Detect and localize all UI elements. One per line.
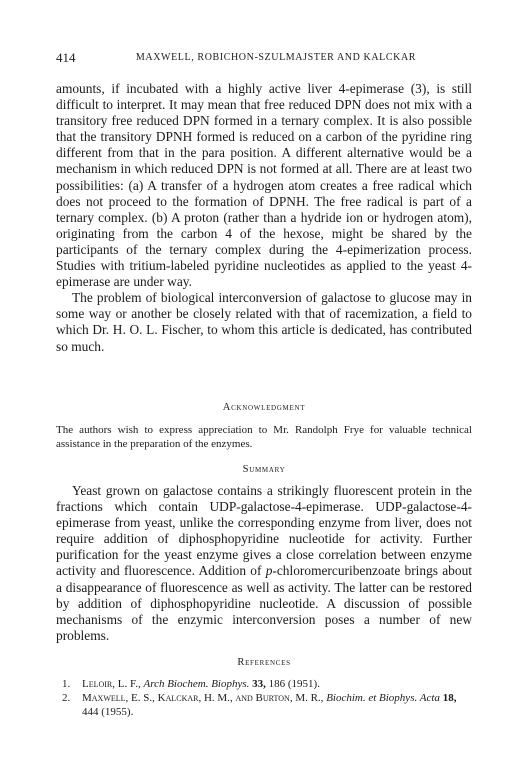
body-paragraph-1: amounts, if incubated with a highly active liver 4-epimerase (3), is still difficult to interpret. It may mean that free reduced DPN does not mix with a transitory free reduced DPN formed in a ternary complex. It is also possible that the transitory DPNH formed is reduced on a carbon of the pyridine ring different from that in the para position. A different alternative would be a mechanism in which reduced DPN is not formed at all. There are at least two possibilities: (a) A transfer of a hydrogen atom creates a free radical which does not proceed to the formation of DPNH. The free radical is part of a ternary complex. (b) A proton (rather than a hydride ion or hydrogen atom), originating from the carbon 4 of the hexose, might be shared by the participants of the ternary complex during the 4-epimerization process. Studies with tritium-labeled pyridine nucleotides as applied to the yeast 4-epimerase are under way. <box>56 81 472 290</box>
reference-authors-2: Burton, M. R., <box>255 692 324 704</box>
references-list <box>56 677 472 719</box>
summary-part-1: Yeast grown on galactose contains a strikingly fluorescent protein in the fractions which contain UDP-galactose-4-epimerase. UDP-galactose-4-epimerase from yeast, unlike the corresponding enzyme from liver, does not require addition of diphosphopyridine nucleotide for activity. Further purification for the yeast enzyme gives a close correlation between enzyme activity and fluorescence. Addition of <box>56 483 472 579</box>
acknowledgment-heading: Acknowledgment <box>222 402 306 413</box>
summary-part-2: -chloromercuribenzoate brings about a disappearance of fluorescence as well as activity. The latter can be restored by addition of diphosphopyridine nucleotide. A discussion of possible mechanisms of the enzymic interconversion poses a number of new problems. <box>56 563 472 643</box>
summary-text <box>56 483 472 644</box>
reference-authors: Leloir, L. F., <box>82 678 141 690</box>
summary-paragraph <box>56 483 472 644</box>
running-head: MAXWELL, ROBICHON-SZULMAJSTER AND KALCKAR <box>135 52 417 63</box>
acknowledgment-body: The authors wish to express appreciation to Mr. Randolph Frye for valuable technical assistance in the preparation of the enzymes. <box>56 424 472 450</box>
acknowledgment-text <box>56 423 472 451</box>
reference-number: 1. <box>62 678 71 690</box>
body-text <box>56 81 472 355</box>
page-header <box>56 50 472 66</box>
reference-item <box>56 677 472 691</box>
reference-volume: 33, <box>252 678 266 690</box>
reference-journal: Arch Biochem. Biophys. <box>143 678 250 690</box>
reference-number: 2. <box>62 692 71 704</box>
reference-journal: Biochim. et Biophys. Acta <box>326 692 440 704</box>
reference-authors: Maxwell, E. S., Kalckar, H. M., <box>82 692 233 704</box>
references-heading: References <box>237 657 291 668</box>
summary-para-prefix: p <box>265 563 273 579</box>
page-number: 414 <box>56 50 76 65</box>
body-paragraph-2: The problem of biological interconversion of galactose to glucose may in some way or another be closely related with that of racemization, a field to which Dr. H. O. L. Fischer, to whom this article is dedicated, has contributed so much. <box>56 290 472 354</box>
reference-item <box>56 691 472 719</box>
reference-pages-year: 186 (1951). <box>268 678 320 690</box>
reference-and: and <box>235 692 253 704</box>
reference-pages-year: 444 (1955). <box>82 706 134 718</box>
summary-heading: Summary <box>242 464 286 475</box>
reference-volume: 18, <box>442 692 457 704</box>
